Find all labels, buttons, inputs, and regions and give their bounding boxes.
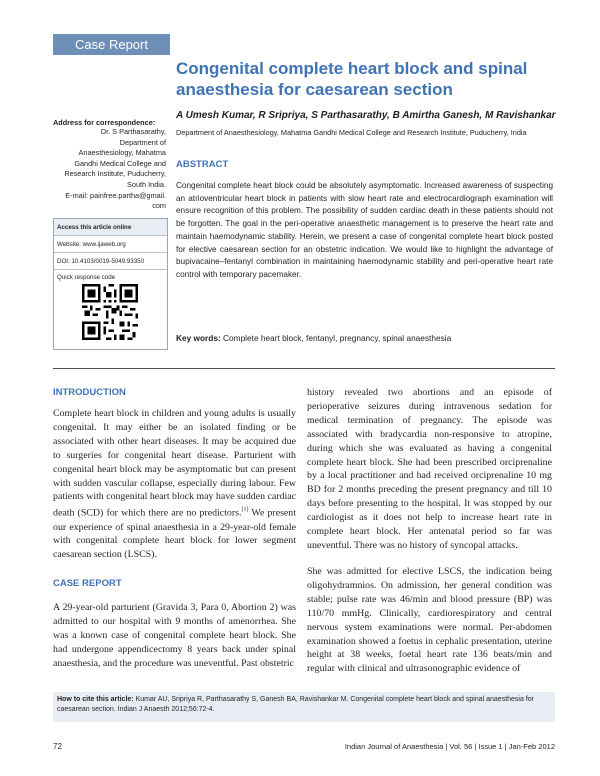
qr-section [54,270,167,349]
corr-line: Gandhi Medical College and [74,158,166,168]
corr-line: Department of [119,137,166,147]
case-report-text-col2a: history revealed two abortions and an episode of perioperative seizures during intravenous sedation for medical termination of pregnancy. The episode was associated with bradycardia non-responsive to atropine, during which she was evaluated as having a congenital complete heart block. She had been prescribed orciprenaline by a local practitioner and had received orciprenaline 10 mg BD for 2 months preceding the present pregnancy and till 10 days before presenting to the hospital. It was stopped by our cardiologist as it does not help to increase heart rate in complete heart block. Her antenatal period so far was uneventful. There was no history of syncopal attacks. [307,387,552,551]
authors: A Umesh Kumar, R Sripriya, S Parthasarathy, B Amirtha Ganesh, M Ravishankar [176,110,556,121]
article-title: Congenital complete heart block and spinal anaesthesia for caesarean section [176,59,528,99]
citation-label: How to cite this article: [57,696,134,703]
citation-text: Kumar AU, Sripriya R, Parthasarathy S, Ganesh BA, Ravishankar M. Congenital complete heart block and spinal anaesthesia for caesarean section. Indian J Anaesth 2012;56:72-4. [57,696,534,713]
qr-code-icon [82,284,138,340]
reference-link[interactable]: [1] [241,507,249,514]
citation-box [53,692,555,722]
abstract-heading: ABSTRACT [176,159,229,170]
intro-para-cont: We present our experience of spinal anaesthesia in a 29-year-old female with congenital complete heart block for lower segment caesarean section (LSCS). [53,507,296,561]
corr-line: Research Institute, Puducherry, [64,169,166,179]
introduction-text [53,407,296,562]
doi-link[interactable]: DOI: 10.4103/0019-5049.93350 [54,253,167,270]
corr-line: South India. [127,179,166,189]
access-article-box [53,218,168,350]
qr-label: Quick response code [57,274,116,281]
article-type-tag: Case Report [53,34,170,55]
keywords-label: Key words: [176,333,221,343]
case-report-text-col1: A 29-year-old parturient (Gravida 3, Para 0, Abortion 2) was admitted to our hospital with 9 months of amenorrhea. She was a known case of congenital complete heart block. She had undergone appendicectomy 8 years back under spinal anaesthesia, and the procedure was uneventful. Past obstetric [53,602,296,669]
keywords-text: Complete heart block, fentanyl, pregnancy, spinal anaesthesia [223,333,452,343]
corr-email[interactable]: E-mail: painfree.partha@gmail. [65,190,166,200]
corr-email-end: com [152,201,166,211]
intro-para: Complete heart block in children and young adults is usually congenital. It may either be an isolated finding or be associated with other heart diseases. It may be acquired due to surgeries for congenital heart disease. Parturient with congenital heart block may be asymptomatic but can present with sudden vascular collapse, especially during labour. Few patients with congenital heart block may have sudden cardiac death (SCD) for which there are no predictors. [53,408,296,519]
correspondence-label: Address for correspondence: [53,118,156,127]
section-divider [53,368,555,369]
case-report-text-col2b: She was admitted for elective LSCS, the indication being oligohydramnios. On admission, her general condition was stable; pulse rate was 46/min and blood pressure (BP) was 110/70 mmHg. Clinically, cardiorespiratory and central nervous system examinations were normal. Per-abdomen examination showed a foetus in cephalic presentation, uterine height at 38 weeks, foetal heart rate 136 beats/min and regular with clinical and ultrasonographic evidence of [307,566,552,675]
page-number: 72 [53,742,62,751]
affiliation: Department of Anaesthesiology, Mahatma Gandhi Medical College and Research Institute, Puducherry, India [176,128,527,137]
corr-line: Anaesthesiology, Mahatma [78,148,166,158]
introduction-heading: INTRODUCTION [53,387,126,398]
correspondence-address [53,127,166,212]
abstract-text: Congenital complete heart block could be absolutely asymptomatic. Increased awareness of suspecting an atrioventricular heart block in patients with slow heart rate and electrocardiograph examination will ensure recognition of this problem. The possibility of sudden cardiac death in these patients should not be forgotten. The goal in the peri-operative anaesthetic management is to preserve the heart rate and maintain haemodynamic stability. Herein, we present a case of congenital complete heart block posted for elective caesarean section for an obstetric indication. We would like to highlight the advantage of bupivacaine–fentanyl combination in maintaining haemodynamic stability and peri-operative heart rate control with temporary pacemaker. [176,181,553,279]
case-report-heading: CASE REPORT [53,578,122,589]
access-head: Access this article online [54,219,167,236]
website-link[interactable]: Website: www.ijaweb.org [54,236,167,253]
journal-footer: Indian Journal of Anaesthesia | Vol. 56 | Issue 1 | Jan-Feb 2012 [344,742,555,751]
corr-line: Dr. S Parthasarathy, [100,127,166,136]
keywords [176,333,553,343]
